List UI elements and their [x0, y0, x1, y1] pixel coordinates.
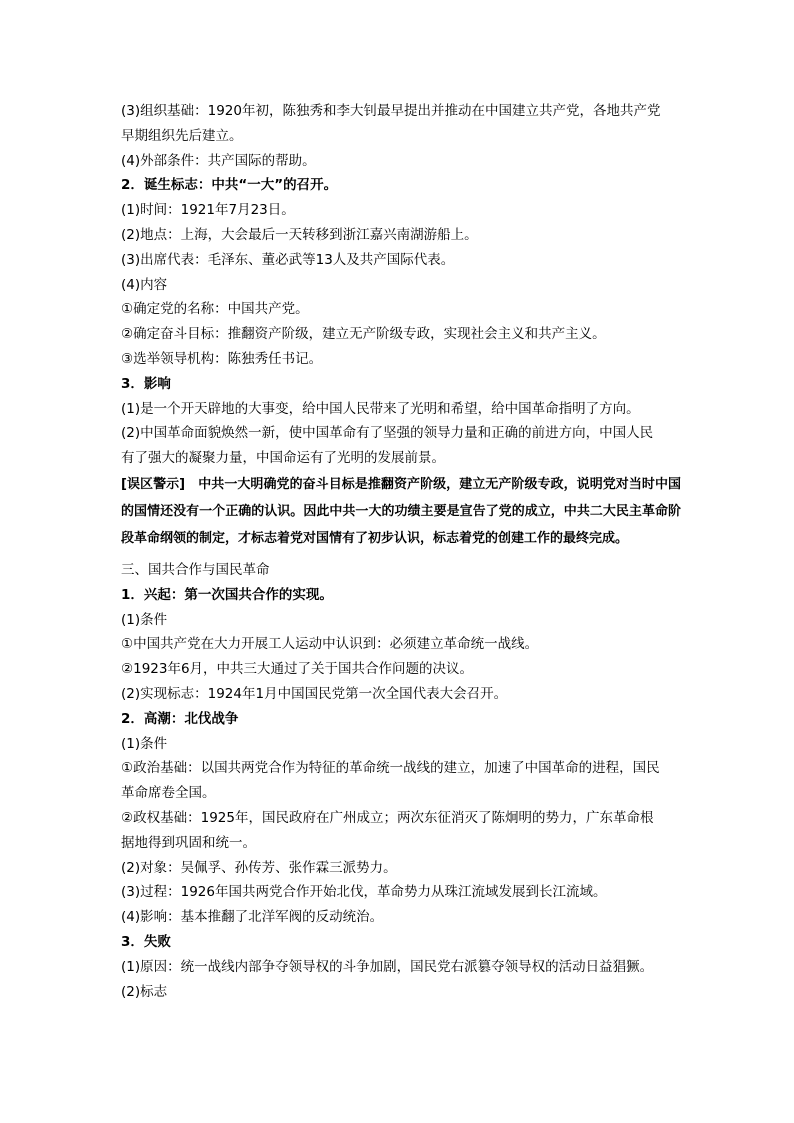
text-line: 革命席卷全国。	[121, 785, 216, 802]
subheading: 3．失败	[121, 933, 171, 950]
text-line: 有了强大的凝聚力量，中国命运有了光明的发展前景。	[121, 450, 445, 467]
text-line: (2)实现标志：1924年1月中国国民党第一次全国代表大会召开。	[121, 685, 508, 702]
document-body	[121, 99, 681, 1004]
text-line: ③选举领导机构：陈独秀任书记。	[121, 350, 323, 367]
text-line: ②1923年6月，中共三大通过了关于国共合作问题的决议。	[121, 661, 474, 678]
text-line: 早期组织先后建立。	[121, 127, 243, 144]
text-line: (2)中国革命面貌焕然一新，使中国革命有了坚强的领导力量和正确的前进方向，中国人民	[121, 425, 654, 442]
text-line: ②政权基础：1925年，国民政府在广州成立；两次东征消灭了陈炯明的势力，广东革命根	[121, 809, 654, 826]
text-line: (1)条件	[121, 611, 168, 628]
warning-tag: [误区警示]	[121, 476, 186, 492]
subheading: 2．诞生标志：中共“一大”的召开。	[121, 177, 338, 194]
subheading: 3．影响	[121, 375, 171, 392]
text-line: (3)出席代表：毛泽东、董必武等13人及共产国际代表。	[121, 251, 455, 268]
text-line: (4)影响：基本推翻了北洋军阀的反动统治。	[121, 909, 384, 926]
subheading: 2．高潮：北伐战争	[121, 710, 239, 727]
section-heading: 三、国共合作与国民革命	[121, 561, 270, 578]
warning-text: 中共一大明确党的奋斗目标是推翻资产阶级，建立无产阶级专政，说明党对当时中国的国情还没有一个正确的认识。因此中共一大的功绩主要是宣告了党的成立，中共二大民主革命阶段革命纲领的制定，才标志着党对国情有了初步认识，标志着党的创建工作的最终完成。	[121, 476, 681, 546]
warning-box	[121, 471, 681, 552]
text-line: (3)过程：1926年国共两党合作开始北伐，革命势力从珠江流域发展到长江流域。	[121, 884, 607, 901]
text-line: (2)对象：吴佩孚、孙传芳、张作霖三派势力。	[121, 859, 397, 876]
text-line: ①确定党的名称：中国共产党。	[121, 301, 309, 318]
text-line: (2)地点：上海，大会最后一天转移到浙江嘉兴南湖游船上。	[121, 226, 478, 243]
text-line: ①政治基础：以国共两党合作为特征的革命统一战线的建立，加速了中国革命的进程，国民	[121, 760, 660, 777]
text-line: (1)条件	[121, 735, 168, 752]
text-line: 据地得到巩固和统一。	[121, 834, 256, 851]
text-line: (1)是一个开天辟地的大事变，给中国人民带来了光明和希望，给中国革命指明了方向。	[121, 400, 640, 417]
text-line: (2)标志	[121, 983, 168, 1000]
text-line: ②确定奋斗目标：推翻资产阶级，建立无产阶级专政，实现社会主义和共产主义。	[121, 326, 606, 343]
text-line: (1)原因：统一战线内部争夺领导权的斗争加剧，国民党右派篡夺领导权的活动日益猖獗。	[121, 958, 654, 975]
subheading: 1．兴起：第一次国共合作的实现。	[121, 586, 333, 603]
text-line: (3)组织基础：1920年初，陈独秀和李大钊最早提出并推动在中国建立共产党，各地共产党	[121, 103, 661, 119]
text-line: (1)时间：1921年7月23日。	[121, 202, 295, 219]
text-line: ①中国共产党在大力开展工人运动中认识到：必须建立革命统一战线。	[121, 636, 539, 653]
text-line: (4)外部条件：共产国际的帮助。	[121, 152, 316, 169]
text-line: (4)内容	[121, 276, 168, 293]
